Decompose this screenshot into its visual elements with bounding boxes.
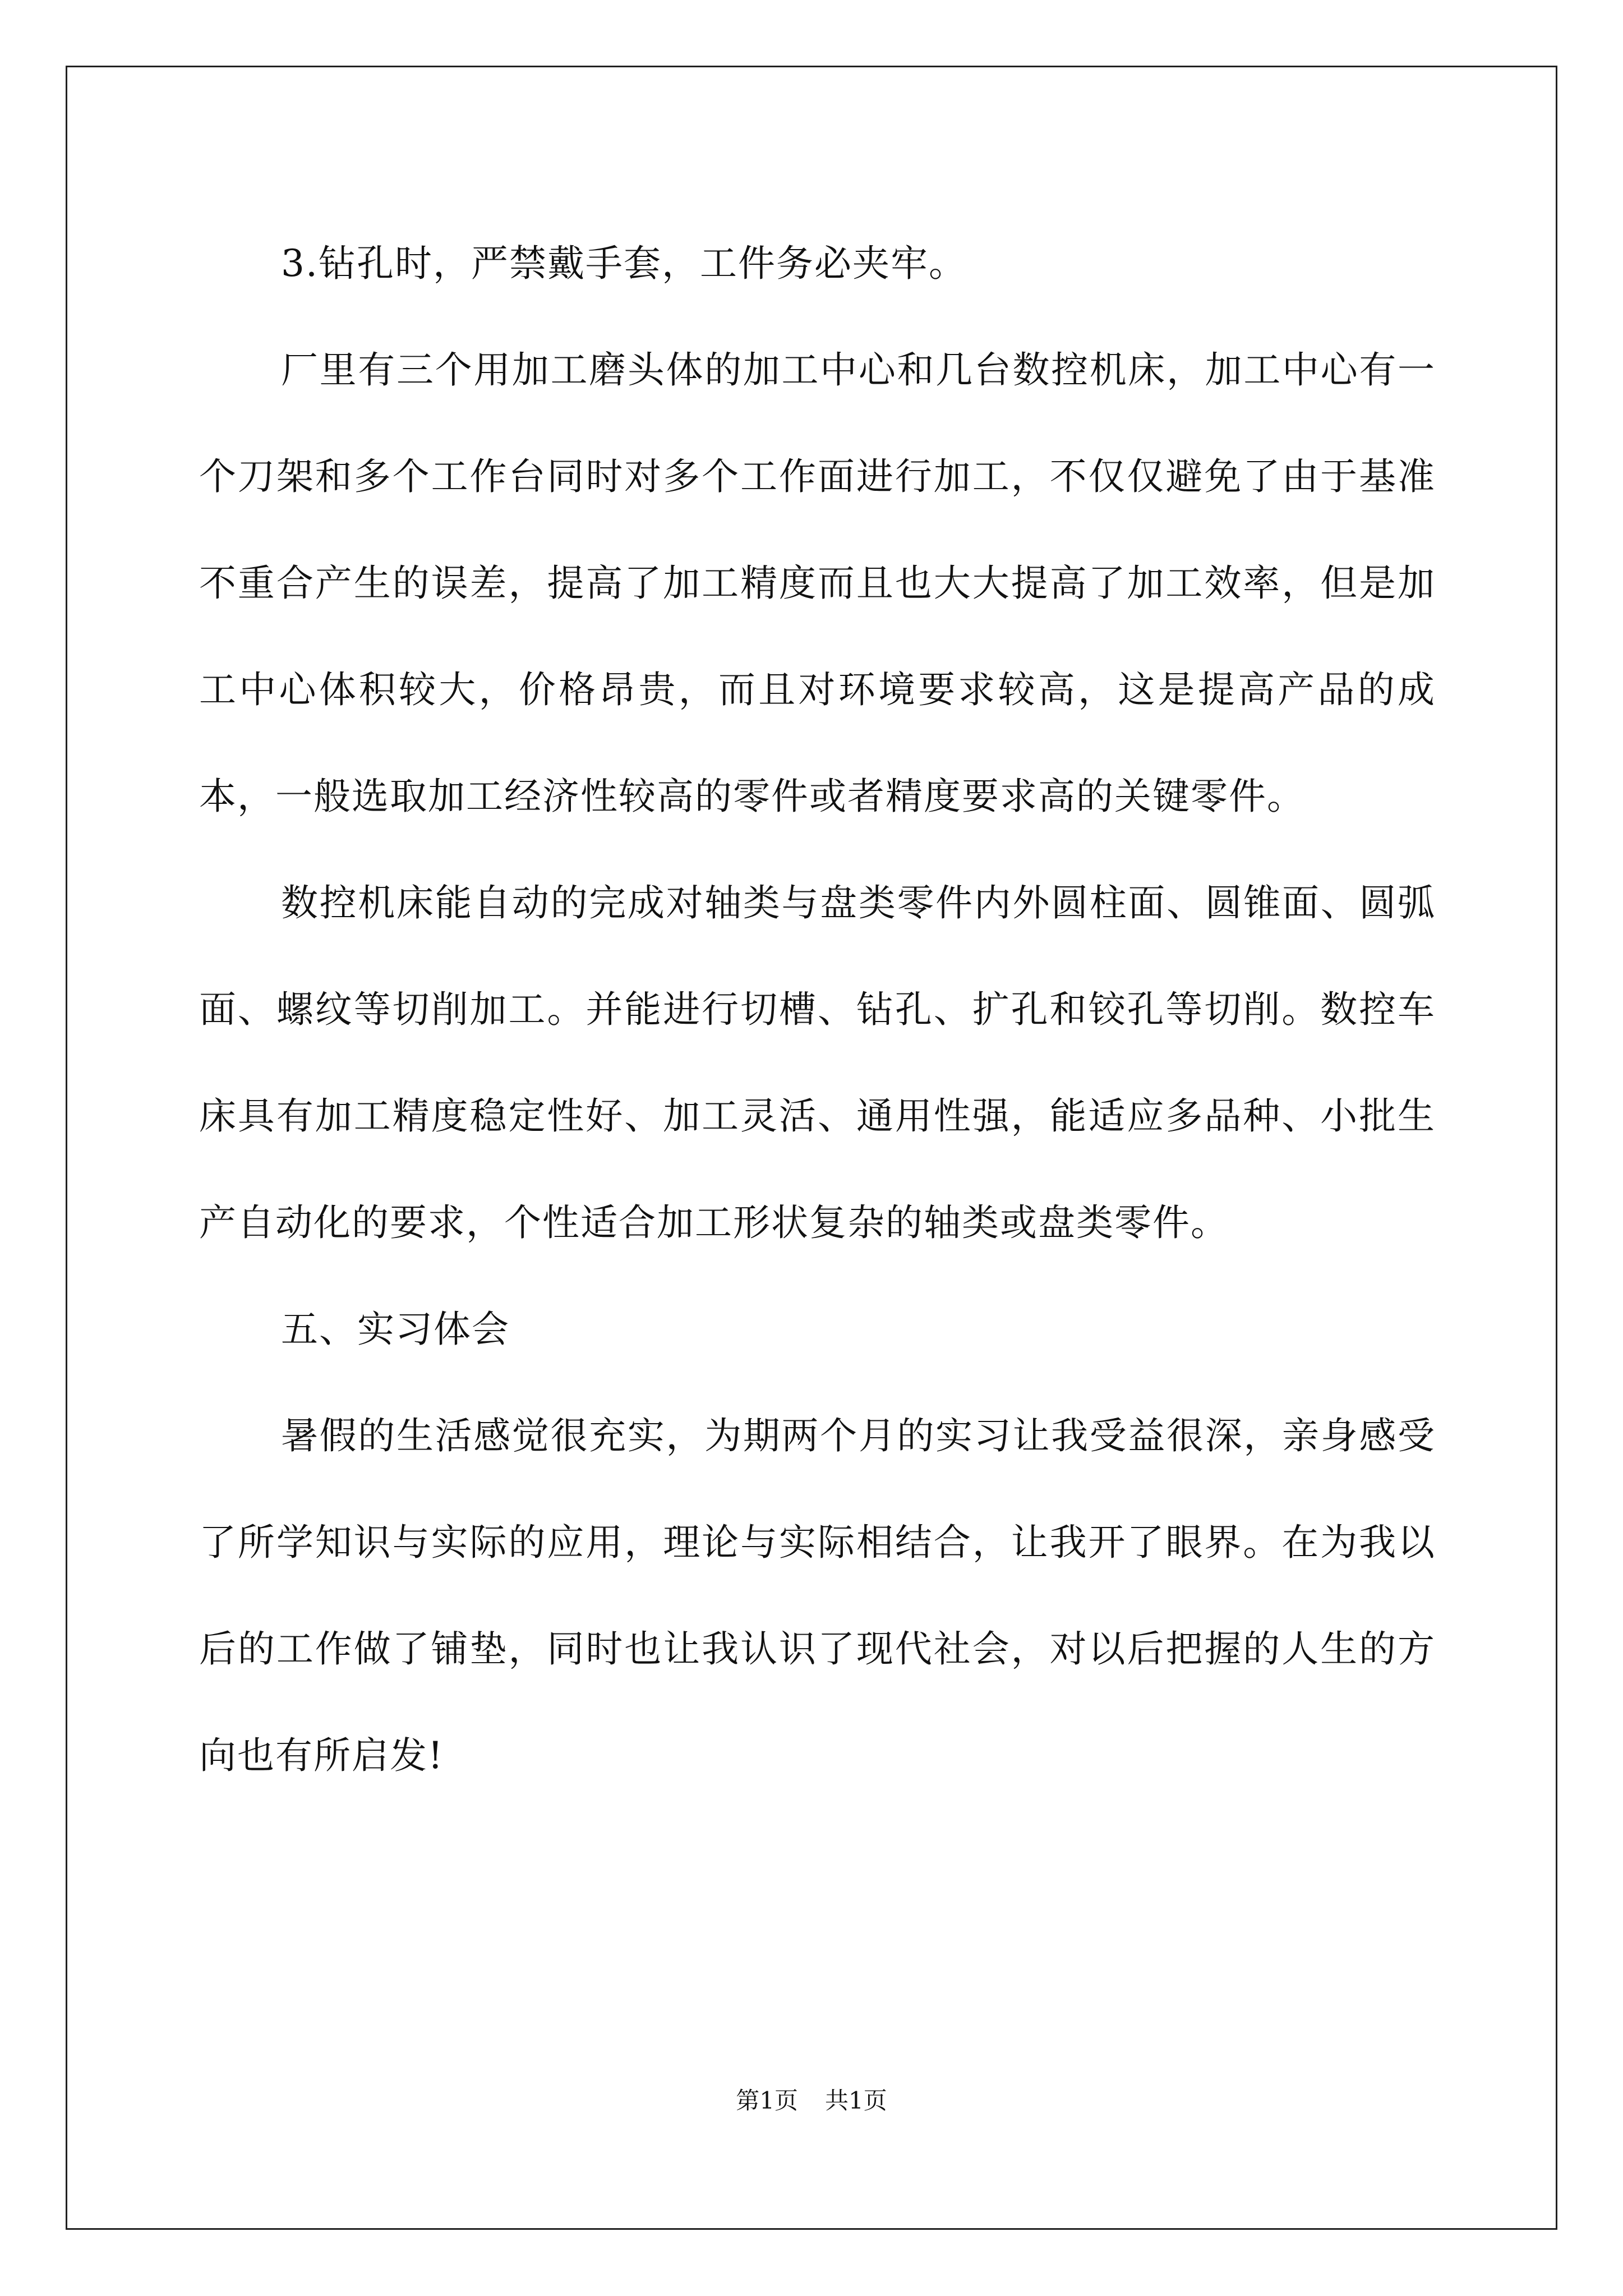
paragraph-machining-center: 厂里有三个用加工磨头体的加工中心和几台数控机床，加工中心有一个刀架和多个工作台同时对多个工作面进行加工，不仅仅避免了由于基准不重合产生的误差，提高了加工精度而且也大大提高了加工效率，但是加工中心体积较大，价格昂贵，而且对环境要求较高，这是提高产品的成本，一般选取加工经济性较高的零件或者精度要求高的关键零件。 xyxy=(199,348,1436,818)
document-body xyxy=(199,210,1436,1809)
paragraph-cnc-machine: 数控机床能自动的完成对轴类与盘类零件内外圆柱面、圆锥面、圆弧面、螺纹等切削加工。并能进行切槽、钻孔、扩孔和铰孔等切削。数控车床具有加工精度稳定性好、加工灵活、通用性强，能适应多品种、小批生产自动化的要求，个性适合加工形状复杂的轴类或盘类零件。 xyxy=(199,881,1436,1244)
page-total: 共1页 xyxy=(825,2087,887,2114)
section-heading: 五、实习体会 xyxy=(281,1308,510,1351)
paragraph-drilling-rule: 3.钻孔时，严禁戴手套，工件务必夹牢。 xyxy=(281,242,967,285)
paragraph-internship-reflection: 暑假的生活感觉很充实，为期两个月的实习让我受益很深，亲身感受了所学知识与实际的应用，理论与实际相结合，让我开了眼界。在为我以后的工作做了铺垫，同时也让我认识了现代社会，对以后把握的人生的方向也有所启发! xyxy=(199,1414,1436,1777)
page-footer xyxy=(0,2084,1623,2118)
page-number: 第1页 xyxy=(736,2087,798,2114)
